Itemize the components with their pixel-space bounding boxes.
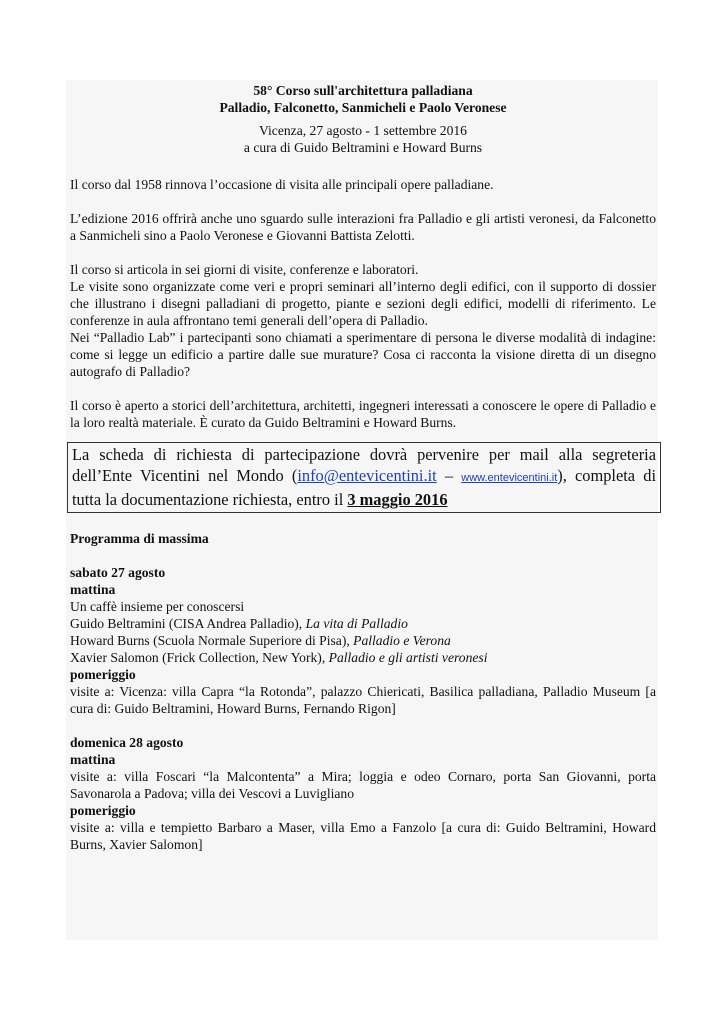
intro-paragraph-4: Le visite sono organizzate come veri e propri seminari all’interno degli edifici, con il supporto di dossier che illustrano i disegni palladiani di progetto, piante e sezioni degli edifici, modelli di riferimento. Le conferenze in aula affrontano temi generali dell’opera di Palladio. (70, 279, 656, 328)
title-line-1: 58° Corso sull'architettura palladiana (253, 83, 473, 98)
intro-paragraph-3: Il corso si articola in sei giorni di visite, conferenze e laboratori. (70, 262, 419, 277)
notice-text-after: ), completa di tutta la documentazione richiesta, entro il (72, 466, 657, 509)
program-day-1 (70, 564, 656, 717)
program-day-2 (70, 734, 656, 853)
email-link[interactable]: info@entevicentini.it (297, 466, 437, 485)
title-line-2: Palladio, Falconetto, Sanmicheli e Paolo Veronese (219, 100, 507, 115)
day-2-morning-label: mattina (70, 752, 116, 767)
document-body (70, 82, 656, 853)
intro-paragraph-1: Il corso dal 1958 rinnova l’occasione di visita alle principali opere palladiane. (70, 177, 494, 192)
day-1-morning-item-1: Un caffè insieme per conoscersi (70, 599, 245, 614)
course-dates: Vicenza, 27 agosto - 1 settembre 2016 (259, 123, 467, 138)
day-1-morning-item-2: Guido Beltramini (CISA Andrea Palladio), La vita di Palladio (70, 616, 408, 631)
course-curators: a cura di Guido Beltramini e Howard Burns (243, 140, 483, 155)
day-2-afternoon-item-1: visite a: villa e tempietto Barbaro a Maser, villa Emo a Fanzolo [a cura di: Guido Beltramini, Howard Burns, Xavier Salomon] (70, 820, 656, 852)
day-2-morning-item-1: visite a: villa Foscari “la Malcontenta” a Mira; loggia e odeo Cornaro, porta San Giovanni, porta Savonarola a Padova; villa dei Vescovi a Luvigliano (70, 769, 656, 801)
day-1-afternoon-item-1: visite a: Vicenza: villa Capra “la Rotonda”, palazzo Chiericati, Basilica palladiana, Palladio Museum [a cura di: Guido Beltramini, Howard Burns, Fernando Rigon] (70, 684, 656, 716)
intro-paragraph-5: Nei “Palladio Lab” i partecipanti sono chiamati a sperimentare di persona le diverse modalità di indagine: come si legge un edificio a partire dalle sue murature? Cosa ci racconta la visione diretta di un disegno autografo di Palladio? (70, 330, 656, 379)
notice-dash: – (436, 466, 462, 485)
day-1-morning-item-3: Howard Burns (Scuola Normale Superiore di Pisa), Palladio e Verona (70, 633, 451, 648)
day-1-date: sabato 27 agosto (70, 565, 166, 580)
notice-text-before: La scheda di richiesta di partecipazione dovrà pervenire per mail alla segreteria dell’Ente Vicentini nel Mondo ( (72, 445, 656, 485)
website-link[interactable]: www.entevicentini.it (461, 472, 558, 484)
intro-paragraph-6: Il corso è aperto a storici dell’architettura, architetti, ingegneri interessati a conoscere le opere di Palladio e la loro realtà materiale. È curato da Guido Beltramini e Howard Burns. (70, 398, 656, 430)
day-1-afternoon-label: pomeriggio (70, 667, 136, 682)
day-2-afternoon-label: pomeriggio (70, 803, 136, 818)
application-notice-box (67, 442, 661, 513)
deadline-date: 3 maggio 2016 (347, 490, 448, 509)
day-1-morning-label: mattina (70, 582, 116, 597)
document-subtitle (70, 122, 656, 156)
intro-paragraph-2: L’edizione 2016 offrirà anche uno sguardo sulle interazioni fra Palladio e gli artisti veronesi, da Falconetto a Sanmicheli sino a Paolo Veronese e Giovanni Battista Zelotti. (70, 211, 656, 243)
day-2-date: domenica 28 agosto (70, 735, 184, 750)
document-title (70, 82, 656, 116)
program-title: Programma di massima (70, 531, 209, 546)
day-1-morning-item-4: Xavier Salomon (Frick Collection, New York), Palladio e gli artisti veronesi (70, 650, 488, 665)
